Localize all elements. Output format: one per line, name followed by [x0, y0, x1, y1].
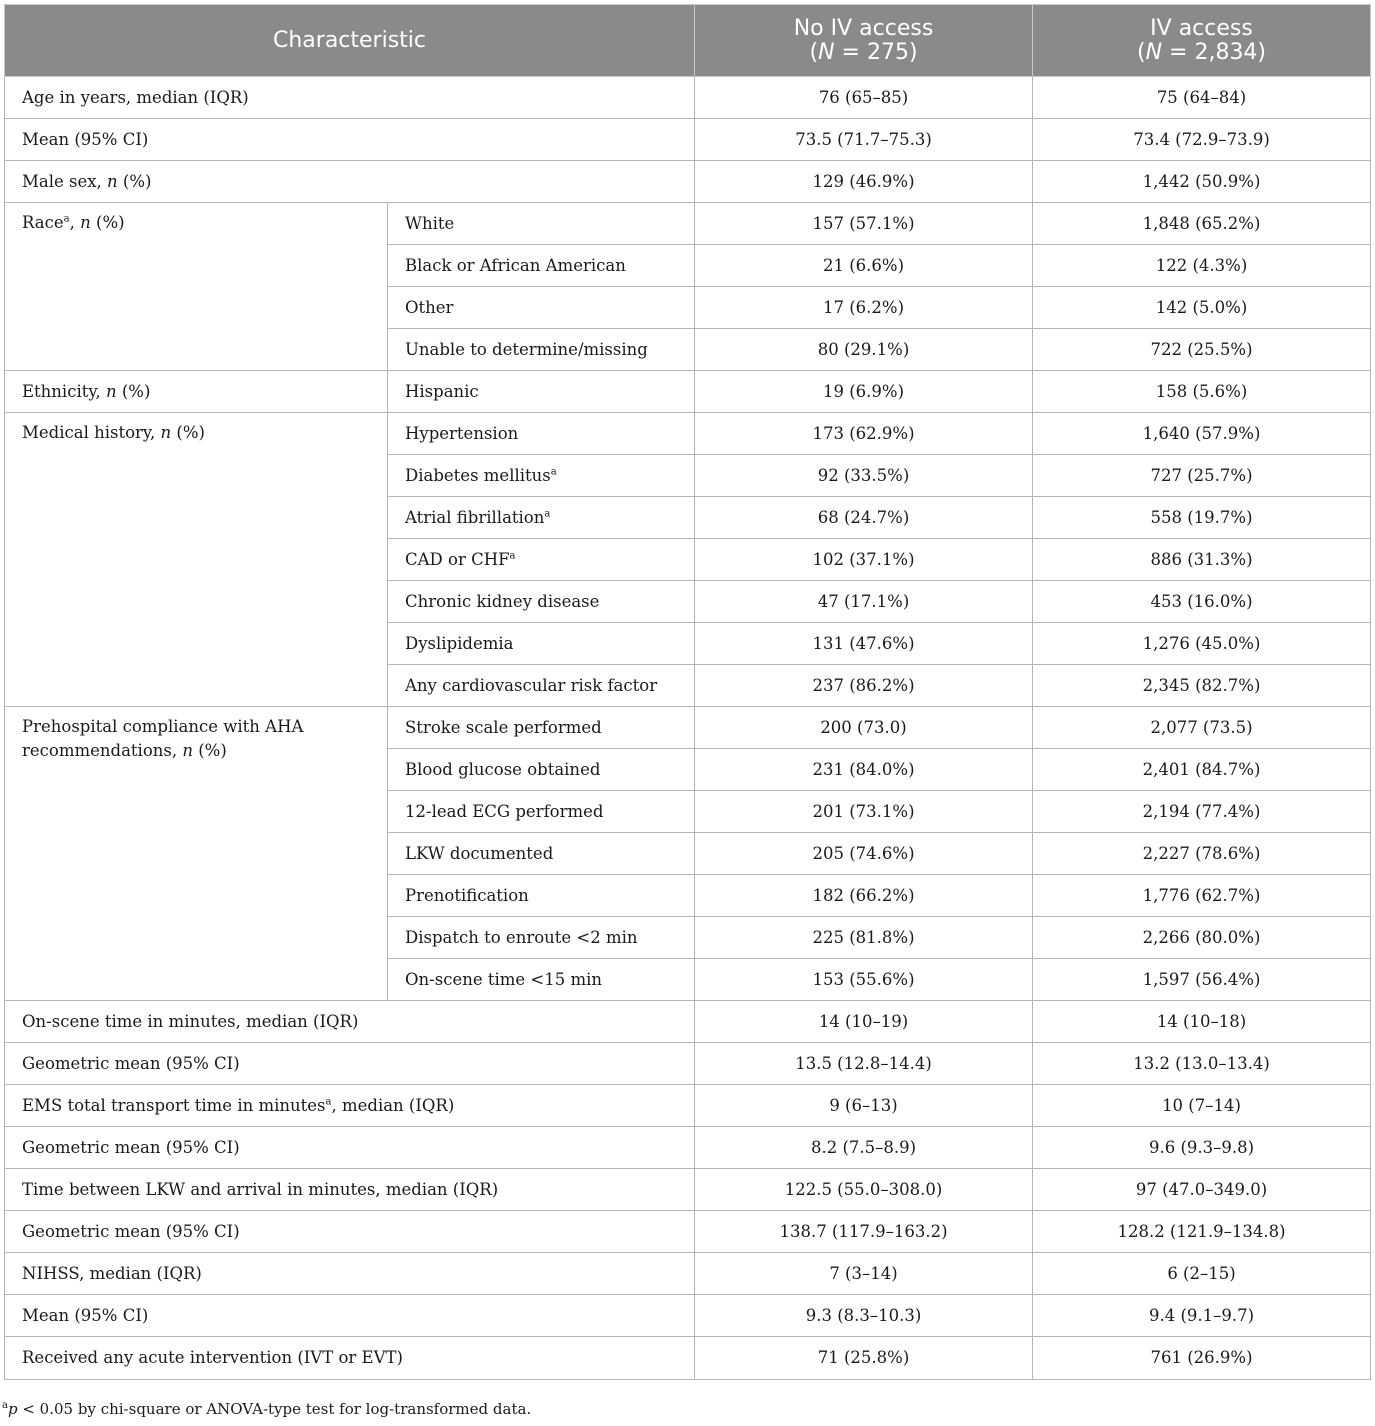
- sub-label: [388, 665, 695, 707]
- row-label: Geometric mean (95% CI): [5, 1127, 695, 1169]
- footnote-marker: a: [544, 508, 551, 519]
- footnote-marker: a: [325, 1096, 332, 1107]
- cell-iv: 727 (25.7%): [1033, 455, 1371, 497]
- cell-no-iv: 129 (46.9%): [695, 161, 1033, 203]
- table-row: [5, 1211, 1371, 1253]
- sub-label: Prenotification: [388, 875, 695, 917]
- header-iv-n: = 2,834): [1162, 39, 1267, 65]
- sub-label: LKW documented: [388, 833, 695, 875]
- sub-label: [388, 539, 695, 581]
- cell-iv: 122 (4.3%): [1033, 245, 1371, 287]
- sub-label: [388, 497, 695, 539]
- cell-iv: 9.4 (9.1–9.7): [1033, 1295, 1371, 1337]
- cell-iv: 14 (10–18): [1033, 1001, 1371, 1043]
- cell-iv: 2,194 (77.4%): [1033, 791, 1371, 833]
- n-symbol: n: [182, 741, 193, 760]
- header-row: [5, 5, 1371, 77]
- footnote-text: < 0.05 by chi-square or ANOVA-type test for log-transformed data.: [17, 1400, 532, 1418]
- row-label: Geometric mean (95% CI): [5, 1211, 695, 1253]
- cell-no-iv: 76 (65–85): [695, 77, 1033, 119]
- n-symbol: n: [107, 171, 118, 191]
- cell-iv: 722 (25.5%): [1033, 329, 1371, 371]
- cell-iv: 9.6 (9.3–9.8): [1033, 1127, 1371, 1169]
- cell-iv: 761 (26.9%): [1033, 1337, 1371, 1380]
- cell-no-iv: 200 (73.0): [695, 707, 1033, 749]
- table-row: [5, 161, 1371, 203]
- cell-iv: 1,442 (50.9%): [1033, 161, 1371, 203]
- group-label-text: Medical history,: [22, 423, 161, 442]
- sub-label: Hispanic: [388, 371, 695, 413]
- group-label-text: Ethnicity,: [22, 381, 106, 401]
- row-label-suffix: , median (IQR): [331, 1095, 455, 1115]
- group-label-ethnicity: [5, 371, 388, 413]
- cell-iv: 13.2 (13.0–13.4): [1033, 1043, 1371, 1085]
- header-characteristic: Characteristic: [5, 5, 695, 77]
- cell-no-iv: 131 (47.6%): [695, 623, 1033, 665]
- cell-iv: 453 (16.0%): [1033, 581, 1371, 623]
- header-no-iv: [695, 5, 1033, 77]
- cell-no-iv: 9 (6–13): [695, 1085, 1033, 1127]
- sub-label: [388, 455, 695, 497]
- cell-no-iv: 173 (62.9%): [695, 413, 1033, 455]
- cell-iv: 75 (64–84): [1033, 77, 1371, 119]
- sub-label: Black or African American: [388, 245, 695, 287]
- header-no-iv-label: No IV access: [793, 15, 934, 41]
- cell-iv: 1,848 (65.2%): [1033, 203, 1371, 245]
- sub-label: [388, 413, 695, 455]
- cell-iv: 1,776 (62.7%): [1033, 875, 1371, 917]
- footnote-p: p: [7, 1400, 18, 1418]
- cell-no-iv: 201 (73.1%): [695, 791, 1033, 833]
- row-label: Mean (95% CI): [5, 1295, 695, 1337]
- table-row: [5, 203, 1371, 245]
- cell-no-iv: 21 (6.6%): [695, 245, 1033, 287]
- row-label: NIHSS, median (IQR): [5, 1253, 695, 1295]
- sub-label-text: Dyslipidemia: [405, 633, 514, 653]
- table-row: [5, 1253, 1371, 1295]
- cell-no-iv: 13.5 (12.8–14.4): [695, 1043, 1033, 1085]
- table-footnote: [2, 1400, 531, 1418]
- cell-no-iv: 19 (6.9%): [695, 371, 1033, 413]
- cell-no-iv: 73.5 (71.7–75.3): [695, 119, 1033, 161]
- cell-no-iv: 47 (17.1%): [695, 581, 1033, 623]
- sub-label: Blood glucose obtained: [388, 749, 695, 791]
- sub-label-text: Atrial fibrillation: [405, 507, 545, 527]
- cell-iv: 1,276 (45.0%): [1033, 623, 1371, 665]
- cell-no-iv: 205 (74.6%): [695, 833, 1033, 875]
- sub-label: Other: [388, 287, 695, 329]
- row-label: [5, 1085, 695, 1127]
- sub-label: 12-lead ECG performed: [388, 791, 695, 833]
- sub-label-text: Chronic kidney disease: [405, 591, 600, 611]
- table-row: [5, 1043, 1371, 1085]
- table-row: [5, 1127, 1371, 1169]
- cell-no-iv: 102 (37.1%): [695, 539, 1033, 581]
- group-label-text: Race: [22, 213, 64, 232]
- n-symbol: n: [80, 213, 91, 232]
- cell-iv: 158 (5.6%): [1033, 371, 1371, 413]
- sub-label: Dispatch to enroute <2 min: [388, 917, 695, 959]
- cell-iv: 886 (31.3%): [1033, 539, 1371, 581]
- cell-iv: 6 (2–15): [1033, 1253, 1371, 1295]
- cell-iv: 2,227 (78.6%): [1033, 833, 1371, 875]
- table-row: [5, 119, 1371, 161]
- row-label-suffix: (%): [117, 171, 152, 191]
- characteristics-table: [4, 4, 1371, 1380]
- n-symbol: n: [105, 381, 117, 401]
- group-label-suffix: (%): [171, 423, 205, 442]
- cell-iv: 1,640 (57.9%): [1033, 413, 1371, 455]
- cell-iv: 2,266 (80.0%): [1033, 917, 1371, 959]
- row-label-text: Male sex,: [22, 171, 108, 191]
- cell-iv: 2,345 (82.7%): [1033, 665, 1371, 707]
- header-iv-n-var: N: [1145, 39, 1163, 65]
- sub-label-text: Hypertension: [405, 423, 519, 443]
- sub-label: [388, 623, 695, 665]
- row-label: On-scene time in minutes, median (IQR): [5, 1001, 695, 1043]
- sub-label-text: CAD or CHF: [405, 549, 510, 569]
- cell-no-iv: 138.7 (117.9–163.2): [695, 1211, 1033, 1253]
- cell-no-iv: 157 (57.1%): [695, 203, 1033, 245]
- header-no-iv-n: = 275): [834, 39, 918, 65]
- cell-no-iv: 14 (10–19): [695, 1001, 1033, 1043]
- cell-iv: 2,077 (73.5): [1033, 707, 1371, 749]
- cell-iv: 10 (7–14): [1033, 1085, 1371, 1127]
- cell-iv: 558 (19.7%): [1033, 497, 1371, 539]
- cell-no-iv: 9.3 (8.3–10.3): [695, 1295, 1033, 1337]
- cell-no-iv: 71 (25.8%): [695, 1337, 1033, 1380]
- group-label-mid: ,: [69, 213, 81, 232]
- cell-iv: 1,597 (56.4%): [1033, 959, 1371, 1001]
- group-label-prehospital: [5, 707, 388, 1001]
- group-label-suffix: (%): [90, 213, 125, 232]
- cell-no-iv: 68 (24.7%): [695, 497, 1033, 539]
- header-no-iv-n-prefix: (: [809, 39, 819, 65]
- footnote-marker: a: [509, 550, 516, 561]
- header-iv-label: IV access: [1150, 15, 1253, 41]
- row-label: Geometric mean (95% CI): [5, 1043, 695, 1085]
- footnote-marker: a: [63, 213, 70, 225]
- group-label-suffix: (%): [116, 381, 151, 401]
- cell-iv: 73.4 (72.9–73.9): [1033, 119, 1371, 161]
- cell-iv: 2,401 (84.7%): [1033, 749, 1371, 791]
- cell-no-iv: 237 (86.2%): [695, 665, 1033, 707]
- table-row: [5, 1337, 1371, 1380]
- sub-label: White: [388, 203, 695, 245]
- sub-label-text: Any cardiovascular risk factor: [405, 675, 658, 695]
- footnote-marker: a: [2, 1400, 8, 1411]
- cell-no-iv: 7 (3–14): [695, 1253, 1033, 1295]
- table-row: [5, 1001, 1371, 1043]
- cell-no-iv: 231 (84.0%): [695, 749, 1033, 791]
- row-label: Mean (95% CI): [5, 119, 695, 161]
- row-label: Received any acute intervention (IVT or EVT): [5, 1337, 695, 1380]
- group-label-race: [5, 203, 388, 371]
- group-label-line2: recommendations,: [22, 741, 183, 760]
- cell-iv: 128.2 (121.9–134.8): [1033, 1211, 1371, 1253]
- table-row: [5, 707, 1371, 749]
- cell-no-iv: 92 (33.5%): [695, 455, 1033, 497]
- n-symbol: n: [160, 423, 172, 442]
- cell-no-iv: 8.2 (7.5–8.9): [695, 1127, 1033, 1169]
- group-label-line1: Prehospital compliance with AHA: [22, 717, 304, 736]
- cell-no-iv: 182 (66.2%): [695, 875, 1033, 917]
- header-iv: [1033, 5, 1371, 77]
- header-no-iv-n-var: N: [818, 39, 835, 65]
- table-row: [5, 371, 1371, 413]
- table-row: [5, 77, 1371, 119]
- cell-no-iv: 17 (6.2%): [695, 287, 1033, 329]
- header-iv-n-prefix: (: [1136, 39, 1146, 65]
- table-row: [5, 1085, 1371, 1127]
- row-label-text: EMS total transport time in minutes: [22, 1095, 326, 1115]
- group-label-medical-history: [5, 413, 388, 707]
- table-row: [5, 1169, 1371, 1211]
- table-row: [5, 1295, 1371, 1337]
- sub-label: [388, 581, 695, 623]
- sub-label: On-scene time <15 min: [388, 959, 695, 1001]
- table-row: [5, 413, 1371, 455]
- row-label: Time between LKW and arrival in minutes, median (IQR): [5, 1169, 695, 1211]
- sub-label: Stroke scale performed: [388, 707, 695, 749]
- table-container: [4, 4, 1370, 1380]
- cell-iv: 142 (5.0%): [1033, 287, 1371, 329]
- cell-no-iv: 80 (29.1%): [695, 329, 1033, 371]
- row-label: Age in years, median (IQR): [5, 77, 695, 119]
- cell-no-iv: 225 (81.8%): [695, 917, 1033, 959]
- row-label: [5, 161, 695, 203]
- sub-label: Unable to determine/missing: [388, 329, 695, 371]
- footnote-marker: a: [550, 466, 557, 477]
- cell-no-iv: 153 (55.6%): [695, 959, 1033, 1001]
- cell-iv: 97 (47.0–349.0): [1033, 1169, 1371, 1211]
- group-label-suffix: (%): [192, 741, 227, 760]
- sub-label-text: Diabetes mellitus: [405, 465, 551, 485]
- cell-no-iv: 122.5 (55.0–308.0): [695, 1169, 1033, 1211]
